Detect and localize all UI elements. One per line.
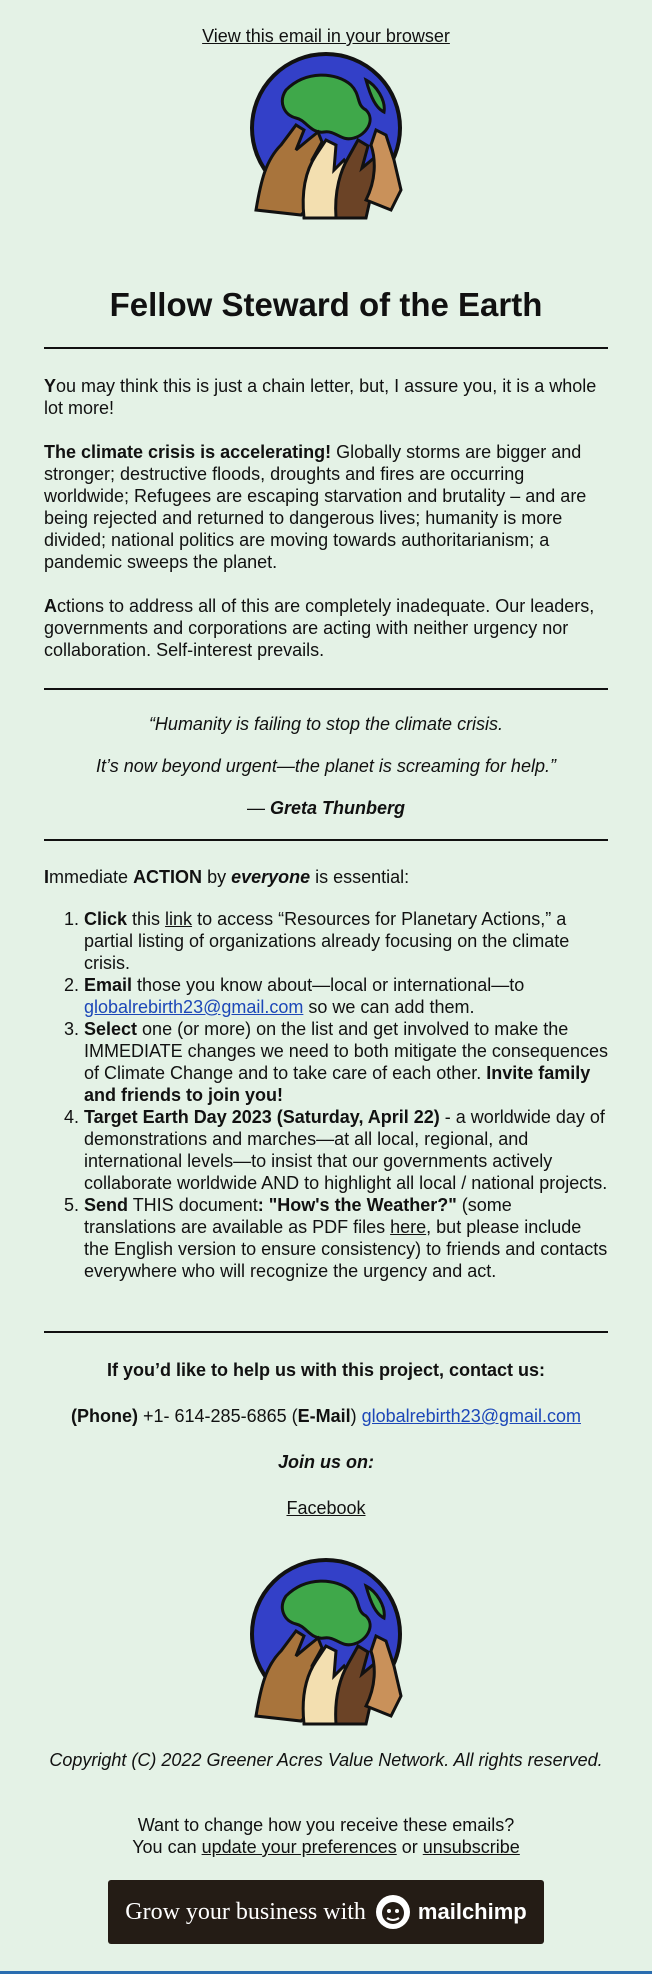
- item-text: - a worldwide day of demonstrations and marches—at all local, regional, and international levels—to insist that our governments actively collaborate worldwide AND to highlight all local / national projects.: [84, 1107, 608, 1193]
- intro-text: ou may think this is just a chain letter, but, I assure you, it is a whole lot more!: [44, 376, 597, 418]
- contact-heading: [0, 1359, 652, 1381]
- crisis-heading: The climate crisis is accelerating!: [44, 442, 332, 462]
- quote-line-1: “Humanity is failing to stop the climate crisis.: [148, 714, 504, 734]
- item-text: to access “Resources for Planetary Actions,” a partial listing of organizations already focusing on the climate crisis.: [84, 909, 570, 973]
- email-label: E-Mail: [297, 1406, 351, 1426]
- divider: [44, 347, 608, 349]
- preferences-line: [0, 1836, 652, 1858]
- attribution-dash: —: [246, 798, 270, 818]
- item-bold: Select: [84, 1019, 138, 1039]
- divider: [44, 1331, 608, 1333]
- footer: [0, 1749, 652, 1858]
- earth-hands-footer-logo-icon: [226, 1556, 426, 1726]
- copyright: Copyright (C) 2022 Greener Acres Value Network. All rights reserved.: [49, 1750, 603, 1770]
- page-title: Fellow Steward of the Earth: [109, 286, 543, 323]
- item-bold: : "How's the Weather?": [257, 1195, 457, 1215]
- lead-bold: ACTION: [133, 867, 203, 887]
- intro-paragraph-1: [44, 375, 608, 419]
- quote-attribution: [44, 797, 608, 819]
- contact-heading-text: If you’d like to help us with this project, contact us:: [106, 1360, 546, 1380]
- attribution-name: Greta Thunberg: [270, 798, 406, 818]
- intro-paragraph-2: [44, 441, 608, 573]
- item-bold: Target Earth Day 2023 (Saturday, April 22): [84, 1107, 440, 1127]
- contact-section: [0, 1359, 652, 1519]
- item-text: this: [127, 909, 166, 929]
- item-text: , but please include the English version to ensure consistency) to friends and contacts everywhere who will recognize the urgency and act.: [84, 1217, 608, 1281]
- lead-emphasis: everyone: [231, 867, 311, 887]
- item-text: THIS document: [128, 1195, 258, 1215]
- actions-text: ctions to address all of this are completely inadequate. Our leaders, governments and corporations are acting with neither urgency nor collaboration. Self-interest prevails.: [44, 596, 595, 660]
- join-heading: [0, 1451, 652, 1473]
- quote-line-2: It’s now beyond urgent—the planet is screaming for help.”: [96, 756, 556, 776]
- view-in-browser-link[interactable]: View this email in your browser: [202, 26, 450, 46]
- action-list: [44, 908, 608, 1282]
- action-lead: [44, 866, 608, 888]
- list-item: [84, 1018, 608, 1106]
- list-item: [84, 908, 608, 974]
- crisis-text: Globally storms are bigger and stronger; destructive floods, droughts and fires are occurring worldwide; Refugees are escaping starvation and brutality – and are being rejected and returned to dangerous lives; humanity is more divided; national politics are moving towards authoritarianism; a pandemic sweeps the planet.: [44, 442, 587, 572]
- lead-text: mmediate: [49, 867, 134, 887]
- social-links: [0, 1497, 652, 1519]
- list-item: [84, 1194, 608, 1282]
- action-section: [44, 866, 608, 1282]
- join-text: Join us on:: [278, 1452, 374, 1472]
- update-preferences-link[interactable]: update your preferences: [201, 1837, 397, 1857]
- item-bold: Email: [84, 975, 133, 995]
- footer-text: You can: [132, 1837, 202, 1857]
- item-bold: Send: [84, 1195, 129, 1215]
- drop-initial: Y: [44, 376, 57, 396]
- change-question: Want to change how you receive these emails?: [137, 1815, 515, 1835]
- item-text: so we can add them.: [303, 997, 475, 1017]
- facebook-link[interactable]: Facebook: [286, 1498, 366, 1518]
- badge-text: Grow your business with: [125, 1898, 366, 1925]
- resources-link[interactable]: link: [165, 909, 193, 929]
- item-text: (some translations are available as PDF files: [84, 1195, 512, 1237]
- list-item: [84, 1106, 608, 1194]
- quote-block: [44, 713, 608, 819]
- contact-details: [0, 1405, 652, 1427]
- unsubscribe-link[interactable]: unsubscribe: [422, 1837, 520, 1857]
- item-text: those you know about—local or international—to: [132, 975, 525, 995]
- email-sep: ): [350, 1406, 362, 1426]
- email-link[interactable]: globalrebirth23@gmail.com: [84, 997, 304, 1017]
- translations-link[interactable]: here: [390, 1217, 427, 1237]
- footer-text: or: [396, 1837, 423, 1857]
- lead-text: is essential:: [310, 867, 410, 887]
- item-bold: Invite family and friends to join you!: [84, 1063, 591, 1105]
- intro-section: [44, 375, 608, 661]
- contact-email-link[interactable]: globalrebirth23@gmail.com: [361, 1406, 581, 1426]
- earth-hands-logo-icon: [226, 50, 426, 220]
- mailchimp-badge-button[interactable]: [108, 1880, 544, 1944]
- lead-text: by: [202, 867, 232, 887]
- view-in-browser-container: [0, 26, 652, 47]
- item-bold: Click: [84, 909, 128, 929]
- badge-brand: mailchimp: [417, 1899, 527, 1924]
- intro-paragraph-3: [44, 595, 608, 661]
- phone-number: +1- 614-285-6865 (: [138, 1406, 298, 1426]
- phone-label: (Phone): [71, 1406, 138, 1426]
- drop-initial: A: [44, 596, 57, 616]
- divider: [44, 839, 608, 841]
- divider: [44, 688, 608, 690]
- drop-initial: I: [44, 867, 50, 887]
- mailchimp-monkey-icon: [374, 1893, 412, 1931]
- item-text: one (or more) on the list and get involved to make the IMMEDIATE changes we need to both mitigate the consequences of Climate Change and to take care of each other.: [84, 1019, 608, 1083]
- list-item: [84, 974, 608, 1018]
